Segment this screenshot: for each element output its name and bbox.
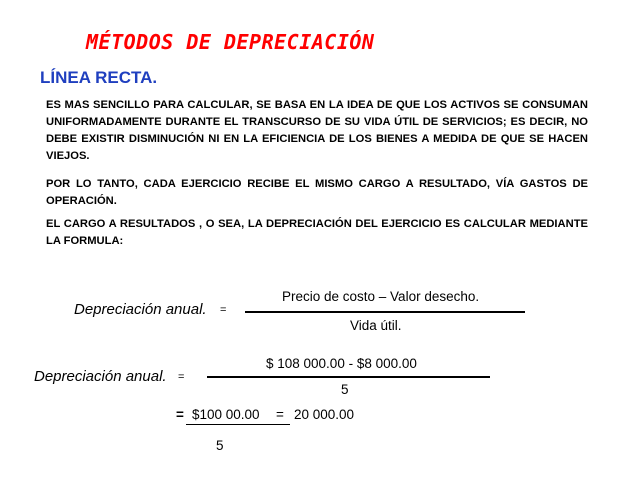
formula1-denominator: Vida útil. [350,318,402,333]
result-value: $100 00.00 [192,407,260,422]
result-equals-2: = [276,407,284,422]
page-title: MÉTODOS DE DEPRECIACIÓN [86,30,375,54]
result-answer: 20 000.00 [294,407,355,422]
formula2-numerator: $ 108 000.00 - $8 000.00 [266,356,417,371]
formula1-numerator: Precio de costo – Valor desecho. [282,289,480,304]
formula2-denominator: 5 [341,382,349,397]
formula1-label: Depreciación anual. [74,301,207,318]
paragraph-formula-intro: EL CARGO A RESULTADOS , O SEA, LA DEPRECIACIÓN DEL EJERCICIO ES CALCULAR MEDIANTE LA FORMULA: [46,218,588,247]
result-denominator: 5 [216,438,224,453]
result-underline [186,424,290,425]
formula2-fraction-bar [207,376,490,378]
paragraph-description: ES MAS SENCILLO PARA CALCULAR, SE BASA EN LA IDEA DE QUE LOS ACTIVOS SE CONSUMAN UNIFORMADAMENTE DURANTE EL TRANSCURSO DE SU VIDA ÚTIL DE SERVICIOS; ES DECIR, NO DEBE EXISTIR DISMINUCIÓN NI EN LA EFICIENCIA DE LOS BIENES A MEDIDA DE QUE SE HACEN VIEJOS. [46,99,588,162]
paragraph-consequence: POR LO TANTO, CADA EJERCICIO RECIBE EL MISMO CARGO A RESULTADO, VÍA GASTOS DE OPERACIÓN. [46,178,588,207]
formula2-equals: = [178,371,185,383]
section-subtitle: LÍNEA RECTA. [40,68,158,87]
formula2-label: Depreciación anual. [34,368,167,385]
formula1-fraction-bar [245,311,525,313]
formula1-equals: = [220,304,227,316]
result-equals-1: = [176,407,184,422]
